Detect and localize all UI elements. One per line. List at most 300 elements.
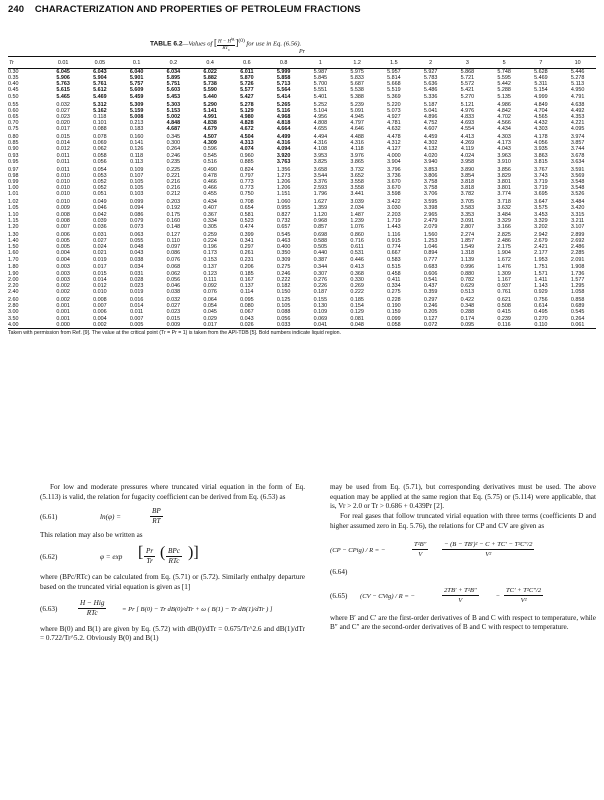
table-cell: 5.748 <box>497 69 511 75</box>
table-cell: 0.175 <box>166 211 181 218</box>
table-cell: 0.774 <box>387 244 401 251</box>
table-cell: 0.014 <box>93 276 107 283</box>
table-cell: 4.499 <box>276 134 291 141</box>
table-cell: 5.870 <box>240 75 254 82</box>
table-cell: 0.092 <box>203 282 217 289</box>
table-cell: 0.185 <box>350 297 364 304</box>
table-cell: 4.833 <box>460 113 475 120</box>
table-cell: 2.807 <box>460 223 475 230</box>
table-cell: 0.045 <box>203 309 217 316</box>
table-cell: 1.206 <box>276 185 291 192</box>
table-cell: 3.890 <box>460 166 475 173</box>
table-cell: 0.297 <box>423 297 438 304</box>
row-tr: 0.65 <box>8 113 19 120</box>
header-pr-12: 3 <box>449 57 486 69</box>
table-cell: 0.148 <box>166 223 181 230</box>
table-cell: 0.001 <box>56 309 70 316</box>
table-cell: 5.783 <box>423 75 438 82</box>
table-cell: 0.698 <box>313 231 328 238</box>
table-cell: 0.334 <box>387 282 401 289</box>
table-cell: 5.668 <box>387 81 401 88</box>
table-cell: 3.856 <box>497 166 511 173</box>
table-cell: 4.632 <box>387 126 401 133</box>
table-cell: 5.551 <box>313 87 328 94</box>
departure-table-block <box>8 48 596 336</box>
table-cell: 0.621 <box>497 297 511 304</box>
table-cell: 0.246 <box>166 152 181 159</box>
table-cell: 0.058 <box>93 152 107 159</box>
table-cell: 0.068 <box>166 264 181 271</box>
table-cell: 3.202 <box>534 223 548 230</box>
table-cell: 1.167 <box>497 276 511 283</box>
table-cell: 0.010 <box>56 179 70 186</box>
header-pr-1: 0.01 <box>45 57 82 69</box>
table-cell: 0.103 <box>129 191 144 198</box>
row-tr: 1.20 <box>8 223 19 230</box>
table-cell: 0.015 <box>166 315 181 322</box>
table-cell: 0.221 <box>166 172 181 179</box>
table-cell: 3.091 <box>460 217 475 224</box>
table-cell: 3.732 <box>350 166 364 173</box>
table-cell: 0.415 <box>497 309 511 316</box>
table-cell: 0.016 <box>129 297 144 304</box>
table-cell: 2.479 <box>423 217 438 224</box>
table-cell: 3.484 <box>497 211 511 218</box>
table-cell: 0.344 <box>313 264 328 271</box>
row-tr: 0.50 <box>8 93 19 100</box>
header-pr-9: 1.2 <box>339 57 376 69</box>
table-cell: 5.309 <box>129 101 144 108</box>
table-cell: 6.043 <box>93 69 107 75</box>
table-cell: 0.761 <box>497 289 511 296</box>
table-cell: 0.056 <box>93 158 107 165</box>
table-cell: 3.857 <box>570 140 585 147</box>
table-cell: 3.774 <box>497 191 511 198</box>
table-cell: 0.079 <box>129 217 144 224</box>
table-cell: 5.153 <box>166 107 181 114</box>
table-cell: 0.058 <box>376 322 413 329</box>
table-cell: 0.017 <box>192 322 229 329</box>
row-tr: 1.00 <box>8 185 19 192</box>
table-cell: 3.758 <box>423 179 438 186</box>
table-cell: 4.434 <box>497 126 511 133</box>
table-cell: 5.615 <box>56 87 70 94</box>
table-cell: 0.583 <box>387 256 401 263</box>
table-cell: 5.612 <box>93 87 107 94</box>
table-cell: 4.848 <box>166 120 181 127</box>
table-cell: 0.110 <box>523 322 560 329</box>
table-cell: 4.638 <box>570 101 585 108</box>
table-cell: 0.160 <box>129 134 144 141</box>
table-cell: 0.307 <box>313 270 328 277</box>
table-cell: 0.031 <box>129 270 144 277</box>
table-cell: 3.398 <box>423 205 438 212</box>
table-cell: 0.614 <box>534 303 548 310</box>
table-cell: 4.119 <box>460 146 474 153</box>
table-cell: 0.153 <box>203 256 217 263</box>
table-cell: 1.627 <box>313 199 328 206</box>
table-cell: 3.107 <box>570 223 585 230</box>
table-cell: 4.950 <box>570 87 585 94</box>
table-cell: 5.220 <box>387 101 401 108</box>
table-cell: 5.312 <box>93 101 107 108</box>
table-cell: 5.288 <box>497 87 511 94</box>
table-cell: 2.091 <box>570 256 585 263</box>
table-cell: 4.095 <box>570 126 585 133</box>
table-cell: 4.504 <box>240 134 254 141</box>
table-cell: 0.017 <box>56 126 70 133</box>
table-cell: 3.329 <box>534 217 548 224</box>
table-cell: 0.708 <box>240 199 254 206</box>
table-cell: 0.088 <box>276 309 291 316</box>
table-cell: 0.275 <box>276 264 291 271</box>
table-cell: 4.459 <box>423 134 438 141</box>
table-cell: 0.400 <box>276 244 291 251</box>
row-tr: 1.01 <box>8 191 19 198</box>
table-cell: 5.414 <box>276 93 291 100</box>
table-cell: 0.545 <box>203 152 217 159</box>
table-cell: 0.458 <box>387 270 401 277</box>
table-cell: 0.038 <box>129 256 144 263</box>
table-cell: 3.039 <box>350 199 364 206</box>
table-cell: 0.086 <box>129 211 144 218</box>
table-cell: 0.023 <box>129 282 144 289</box>
table-cell: 4.316 <box>276 140 291 147</box>
table-row <box>8 263 596 271</box>
table-cell: 5.073 <box>387 107 401 114</box>
table-cell: 3.706 <box>423 191 438 198</box>
table-cell: 0.111 <box>203 276 217 283</box>
table-cell: 0.264 <box>166 146 181 153</box>
table-cell: 5.129 <box>240 107 254 114</box>
table-cell: 2.679 <box>534 238 548 245</box>
table-cell: 0.937 <box>497 282 511 289</box>
table-cell: 0.076 <box>203 289 217 296</box>
header-pr-8: 1 <box>302 57 339 69</box>
table-cell: 5.311 <box>534 81 548 88</box>
table-cell: 0.348 <box>460 303 475 310</box>
row-tr: 0.35 <box>8 75 19 82</box>
table-cell: 0.269 <box>350 282 364 289</box>
table-cell: 5.421 <box>460 87 475 94</box>
table-cell: 0.099 <box>129 199 144 206</box>
table-cell: 0.173 <box>203 250 217 257</box>
table-cell: 0.086 <box>166 250 181 257</box>
row-tr: 0.98 <box>8 172 19 179</box>
table-cell: 4.094 <box>276 146 291 153</box>
table-cell: 0.110 <box>166 238 180 245</box>
table-cell: 2.203 <box>387 211 401 218</box>
table-cell: 3.763 <box>276 158 291 165</box>
table-cell: 0.072 <box>412 322 449 329</box>
table-cell: 5.002 <box>166 113 181 120</box>
table-cell: 5.091 <box>350 107 364 114</box>
table-cell: 5.713 <box>276 81 291 88</box>
table-cell: 0.246 <box>423 303 438 310</box>
table-cell: 0.008 <box>56 217 70 224</box>
table-cell: 3.548 <box>570 179 585 186</box>
paragraph: where B(0) and B(1) are given by Eq. (5.72) with dB(0)/dTr = 0.675/Tr^2.6 and dB(1)/dTr = 0.722/Tr^5.2. Obviously B(0) and B(1) <box>40 624 305 643</box>
table-cell: 4.808 <box>313 120 328 127</box>
table-cell: 5.572 <box>460 81 475 88</box>
table-cell: 3.569 <box>570 172 585 179</box>
table-cell: 3.678 <box>570 152 585 159</box>
table-cell: 1.736 <box>570 270 585 277</box>
table-cell: 0.005 <box>56 244 70 251</box>
table-caption: TABLE 6.2—Values of [ $\frac{H - H^{ig}}{RT_c}$ ]$^{(0)}$ for use in Eq. (6.56). <box>150 36 302 52</box>
table-cell: 5.590 <box>203 87 217 94</box>
row-tr: 0.85 <box>8 140 19 147</box>
table-cell: 5.278 <box>570 75 585 82</box>
table-cell: 3.632 <box>497 205 511 212</box>
table-cell: 0.006 <box>56 231 70 238</box>
table-cell: 4.507 <box>203 134 217 141</box>
row-tr: 2.00 <box>8 276 19 283</box>
table-cell: 5.833 <box>350 75 364 82</box>
table-cell: 3.818 <box>460 179 475 186</box>
table-cell: 5.465 <box>56 93 70 100</box>
table-cell: 0.080 <box>240 303 254 310</box>
table-cell: 0.334 <box>203 217 217 224</box>
table-row <box>8 69 596 76</box>
table-cell: 0.008 <box>93 297 107 304</box>
table-cell: 1.719 <box>387 217 401 224</box>
table-cell: 0.411 <box>387 276 401 283</box>
table-cell: 1.060 <box>276 199 291 206</box>
table-cell: 0.052 <box>93 179 107 186</box>
row-tr: 0.95 <box>8 158 19 165</box>
table-cell: 3.453 <box>534 211 548 218</box>
table-cell: 0.246 <box>276 270 291 277</box>
running-title: CHARACTERIZATION AND PROPERTIES OF PETROLEUM FRACTIONS <box>34 4 361 15</box>
table-row <box>8 322 596 329</box>
table-cell: 1.751 <box>534 264 548 271</box>
table-cell: 0.440 <box>313 250 328 257</box>
table-cell: 0.446 <box>350 256 364 263</box>
table-cell: 0.276 <box>313 276 328 283</box>
table-cell: 5.135 <box>497 93 511 100</box>
page-number: 240 <box>8 4 25 15</box>
table-cell: 5.008 <box>129 113 144 120</box>
table-cell: 0.224 <box>203 238 217 245</box>
table-cell: 5.906 <box>56 75 70 82</box>
row-tr: 2.80 <box>8 303 19 310</box>
table-cell: 5.957 <box>387 69 401 75</box>
table-cell: 0.003 <box>56 276 70 283</box>
table-cell: 1.253 <box>423 238 438 245</box>
row-tr: 1.90 <box>8 270 19 277</box>
table-cell: 1.318 <box>460 250 475 257</box>
table-cell: 0.027 <box>166 303 181 310</box>
table-label: TABLE 6.2 <box>150 40 183 48</box>
table-cell: 4.704 <box>534 107 548 114</box>
table-cell: 0.968 <box>313 217 328 224</box>
table-cell: 0.367 <box>203 211 217 218</box>
table-cell: 1.143 <box>534 282 548 289</box>
table-cell: 0.929 <box>534 289 548 296</box>
table-cell: 4.353 <box>570 113 585 120</box>
table-cell: 1.549 <box>460 244 475 251</box>
table-cell: 5.388 <box>350 93 364 100</box>
equation-6-65: (6.65) (CV − CVig) / R = − 2TB′ + T²B″ V − TC′ + T²C″/2 V² <box>330 586 542 604</box>
table-cell: 0.455 <box>203 191 217 198</box>
table-cell: 0.773 <box>240 185 254 192</box>
table-cell: 0.300 <box>166 140 181 147</box>
table-cell: 5.814 <box>387 75 401 82</box>
table-cell: 0.750 <box>240 191 254 198</box>
row-tr: 1.15 <box>8 217 19 224</box>
table-cell: 0.235 <box>166 158 181 165</box>
table-cell: 5.603 <box>166 87 181 94</box>
table-cell: 3.935 <box>534 146 548 153</box>
table-cell: 0.596 <box>203 146 217 153</box>
table-cell: 3.548 <box>570 185 585 192</box>
table-cell: 4.842 <box>497 107 511 114</box>
table-cell: 0.858 <box>570 297 585 304</box>
table-cell: 0.330 <box>350 276 364 283</box>
table-cell: 0.011 <box>56 152 70 159</box>
table-cell: 0.212 <box>166 191 181 198</box>
table-cell: 0.545 <box>570 309 585 316</box>
table-cell: 3.705 <box>460 199 475 206</box>
table-cell: 4.655 <box>313 126 328 133</box>
equation-6-62: (6.62) φ = exp [ Pr Tr ( BPc RTc )] <box>40 544 199 566</box>
row-tr: 4.00 <box>8 322 45 329</box>
row-tr: 1.60 <box>8 250 19 257</box>
table-cell: 4.303 <box>497 134 511 141</box>
table-row <box>8 100 596 108</box>
table-cell: 3.801 <box>497 185 511 192</box>
table-cell: 0.027 <box>56 107 70 114</box>
table-cell: 6.022 <box>203 69 217 75</box>
table-cell: 1.206 <box>276 179 291 186</box>
table-cell: 0.095 <box>449 322 486 329</box>
table-cell: 0.259 <box>203 231 217 238</box>
table-cell: 3.736 <box>387 172 401 179</box>
table-cell: 0.024 <box>93 244 107 251</box>
table-row <box>8 132 596 140</box>
table-cell: 0.654 <box>240 205 254 212</box>
table-cell: 0.474 <box>240 223 254 230</box>
row-tr: 0.45 <box>8 87 19 94</box>
table-cell: 0.000 <box>45 322 82 329</box>
table-cell: 4.565 <box>534 113 548 120</box>
table-cell: 0.629 <box>460 282 475 289</box>
row-tr: 3.50 <box>8 315 19 322</box>
table-cell: 0.004 <box>93 315 107 322</box>
table-cell: 0.463 <box>276 238 291 245</box>
table-cell: 0.095 <box>240 297 254 304</box>
table-cell: 5.116 <box>277 107 291 114</box>
table-cell: 0.129 <box>350 309 364 316</box>
table-cell: 0.359 <box>423 289 438 296</box>
table-cell: 0.007 <box>93 303 107 310</box>
table-cell: 0.264 <box>570 315 585 322</box>
table-cell: 1.411 <box>534 276 548 283</box>
table-cell: 0.345 <box>166 134 181 141</box>
table-cell: 0.667 <box>387 250 401 257</box>
table-cell: 3.818 <box>460 185 475 192</box>
header-pr-10: 1.5 <box>376 57 413 69</box>
row-tr: 0.97 <box>8 166 19 173</box>
table-cell: 3.963 <box>497 152 511 159</box>
table-cell: 0.001 <box>56 303 70 310</box>
header-pr-13: 5 <box>486 57 523 69</box>
header-pr-7: 0.8 <box>265 57 302 69</box>
table-cell: 5.763 <box>56 81 70 88</box>
table-cell: 0.069 <box>313 315 328 322</box>
table-cell: 3.658 <box>313 166 328 173</box>
row-tr: 0.55 <box>8 101 19 108</box>
row-tr: 1.02 <box>8 199 19 206</box>
table-cell: 5.751 <box>166 81 181 88</box>
table-cell: 5.609 <box>129 87 144 94</box>
table-cell: 1.356 <box>276 166 291 173</box>
header-pr-6: 0.6 <box>229 57 266 69</box>
table-cell: 0.657 <box>276 223 291 230</box>
table-cell: 0.399 <box>240 231 254 238</box>
table-cell: 5.757 <box>129 81 144 88</box>
table-cell: 3.829 <box>497 172 511 179</box>
table-cell: 1.046 <box>423 244 438 251</box>
table-cell: 4.980 <box>240 113 254 120</box>
table-cell: 1.076 <box>350 223 364 230</box>
header-pr-15: 10 <box>559 57 596 69</box>
table-cell: 0.732 <box>276 217 291 224</box>
table-cell: 4.024 <box>460 152 475 159</box>
table-cell: 0.206 <box>240 264 254 271</box>
table-cell: 0.118 <box>93 113 107 120</box>
table-cell: 0.009 <box>155 322 192 329</box>
table-cell: 3.782 <box>460 191 475 198</box>
table-cell: 0.305 <box>203 223 217 230</box>
row-tr: 1.70 <box>8 256 19 263</box>
table-cell: 0.048 <box>129 244 144 251</box>
table-cell: 0.067 <box>240 309 254 316</box>
paragraph: For real gases that follow truncated virial equation with three terms (coefficients D and higher assumed zero in Eq. 5.76), the relations for CP and CV are given as <box>330 512 596 530</box>
table-cell: 0.012 <box>93 282 107 289</box>
table-cell: 0.005 <box>118 322 155 329</box>
table-cell: 3.484 <box>570 199 585 206</box>
row-tr: 1.30 <box>8 231 19 238</box>
page-header <box>8 4 361 15</box>
table-cell: 0.056 <box>166 276 181 283</box>
table-cell: 0.099 <box>387 315 401 322</box>
table-cell: 5.459 <box>129 93 144 100</box>
table-row <box>8 295 596 303</box>
table-cell: 4.797 <box>350 120 364 127</box>
table-cell: 3.329 <box>497 217 511 224</box>
table-cell: 1.295 <box>570 282 585 289</box>
table-cell: 1.058 <box>570 289 585 296</box>
row-tr: 3.00 <box>8 309 19 316</box>
table-cell: 1.239 <box>350 217 364 224</box>
table-cell: 5.141 <box>203 107 217 114</box>
table-cell: 0.109 <box>313 309 328 316</box>
table-cell: 0.515 <box>387 264 401 271</box>
table-cell: 0.434 <box>203 199 217 206</box>
row-tr: 0.90 <box>8 146 19 153</box>
equation-6-61: (6.61) ln(φ) = BP RT <box>40 507 161 526</box>
table-cell: 0.041 <box>302 322 339 329</box>
table-cell: 1.672 <box>497 256 511 263</box>
table-cell: 5.104 <box>313 107 328 114</box>
table-cell: 0.118 <box>130 152 144 159</box>
table-cell: 3.422 <box>387 199 401 206</box>
table-cell: 4.000 <box>387 152 401 159</box>
table-cell: 0.159 <box>387 309 401 316</box>
row-tr: 2.20 <box>8 282 19 289</box>
